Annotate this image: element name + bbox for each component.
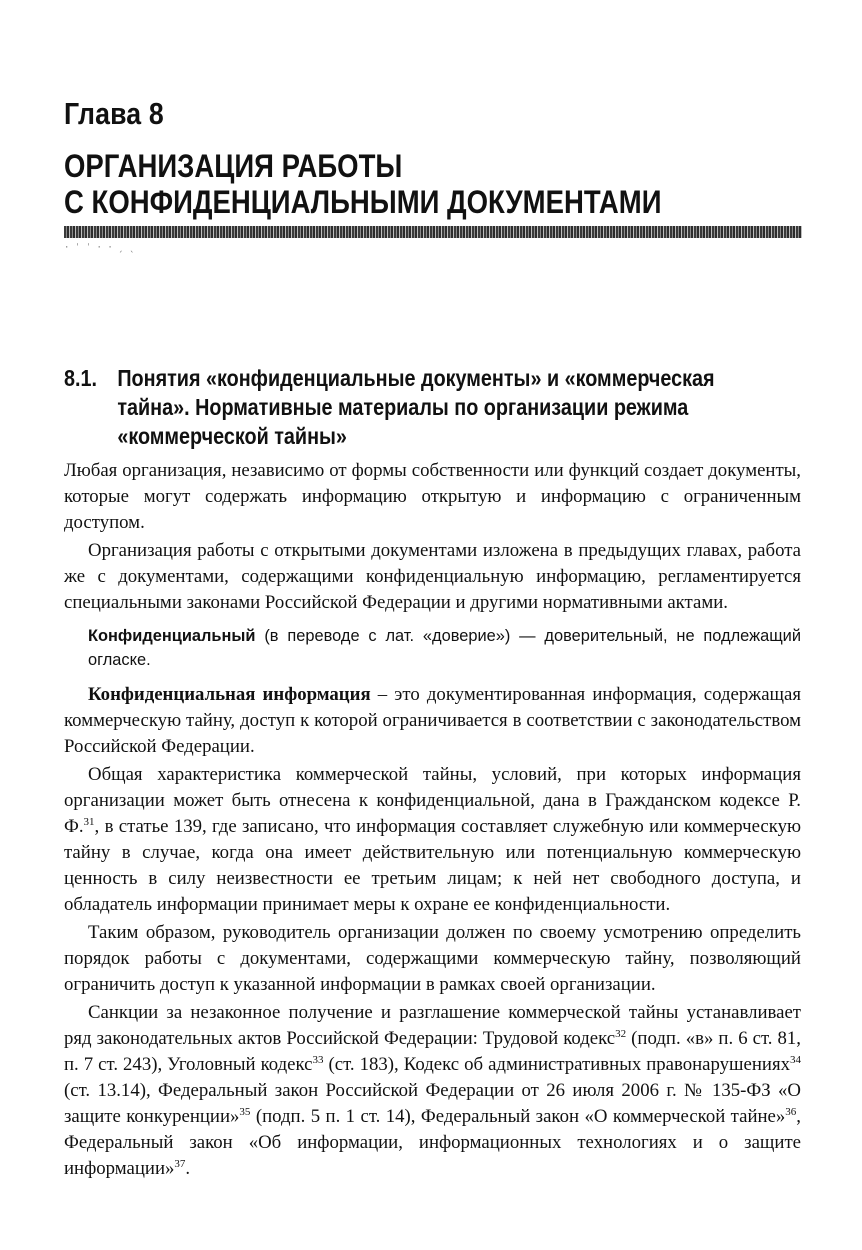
footnote-ref: 36 <box>785 1106 797 1118</box>
paragraph-text: (подп. «в» п. 6 ст. 81, п. 7 ст. 243), Уголовный кодекс <box>64 1028 801 1075</box>
paragraph-text: (подп. 5 п. 1 ст. 14), Федеральный закон «О коммерческой тайне» <box>250 1106 786 1127</box>
defined-term: Конфиденциальная информация <box>88 684 371 705</box>
definition-block <box>64 624 801 672</box>
chapter-title-line-2: С КОНФИДЕНЦИАЛЬНЫМИ ДОКУМЕНТАМИ <box>64 184 662 220</box>
footnote-ref: 34 <box>790 1054 801 1066</box>
footnote-ref: 32 <box>615 1028 627 1040</box>
section-title-line-1: Понятия «конфиденциальные документы» и «коммерческая <box>117 365 715 391</box>
paragraph-text: . <box>185 1158 191 1179</box>
paragraph <box>64 762 801 918</box>
paragraph-text: , Федеральный закон «Об информации, информационных технологиях и о защите информации» <box>64 1106 801 1179</box>
section-title-line-2: тайна». Нормативные материалы по организации режима <box>117 394 689 420</box>
paragraph: Любая организация, независимо от формы собственности или функций создает документы, которые могут содержать информацию открытую и информацию с ограниченным доступом. <box>64 460 801 533</box>
footnote-ref: 31 <box>83 816 95 828</box>
paragraph: Таким образом, руководитель организации должен по своему усмотрению определить порядок работы с документами, содержащими коммерческую тайну, позволяющий ограничить доступ к указанной информации в рамках своей организации. <box>64 922 801 995</box>
paragraph-text: – это документированная информация, содержащая коммерческую тайну, доступ к которой ограничивается в соответствии с законодательством Российской Федерации. <box>64 684 801 757</box>
paragraph-text: (ст. 13.14), Федеральный закон Российской Федерации от 26 июля 2006 г. № 135-ФЗ «О защите конкуренции» <box>64 1080 801 1127</box>
footnote-ref: 35 <box>239 1106 251 1118</box>
body-text <box>64 458 801 1182</box>
chapter-divider-rule <box>64 226 802 238</box>
section-number: 8.1. <box>64 365 98 391</box>
definition-text: (в переводе с лат. «доверие») — доверительный, не подлежащий огласке. <box>88 627 801 669</box>
paragraph <box>64 682 801 760</box>
section-heading <box>64 364 752 451</box>
paragraph-text: Общая характеристика коммерческой тайны, условий, при которых информация организации может быть отнесена к конфиденциальной, дана в Гражданском кодексе Р. Ф. <box>64 764 801 837</box>
paragraph-text: Санкции за незаконное получение и разглашение коммерческой тайны устанавливает ряд законодательных актов Российской Федерации: Трудовой кодекс <box>64 1002 801 1049</box>
paragraph <box>64 1000 801 1182</box>
paragraph: Организация работы с открытыми документами изложена в предыдущих главах, работа же с документами, содержащими конфиденциальную информацию, регламентируется специальными законами Российской Федерации и другими нормативными актами. <box>64 540 801 613</box>
chapter-title-line-1: ОРГАНИЗАЦИЯ РАБОТЫ <box>64 148 403 184</box>
chapter-label: Глава 8 <box>64 96 164 131</box>
section-title-line-3: «коммерческой тайны» <box>117 423 347 449</box>
chapter-title <box>64 148 661 220</box>
footnote-ref: 33 <box>312 1054 324 1066</box>
paragraph-text: , в статье 139, где записано, что информация составляет служебную или коммерческую тайну в случае, когда она имеет действительную или потенциальную коммерческую ценность в силу неизвестности ее третьим лицам; к ней нет свободного доступа, и обладатель информации принимает меры к охране ее конфиденциальности. <box>64 816 801 915</box>
section-heading-line-1 <box>64 364 752 393</box>
footnote-ref: 37 <box>174 1158 186 1170</box>
definition-term: Конфиденциальный <box>88 627 256 645</box>
paragraph-text: (ст. 183), Кодекс об административных правонарушениях <box>323 1054 790 1075</box>
print-specks: · ˈ ˈ · · ˏ ˎ <box>64 243 135 253</box>
